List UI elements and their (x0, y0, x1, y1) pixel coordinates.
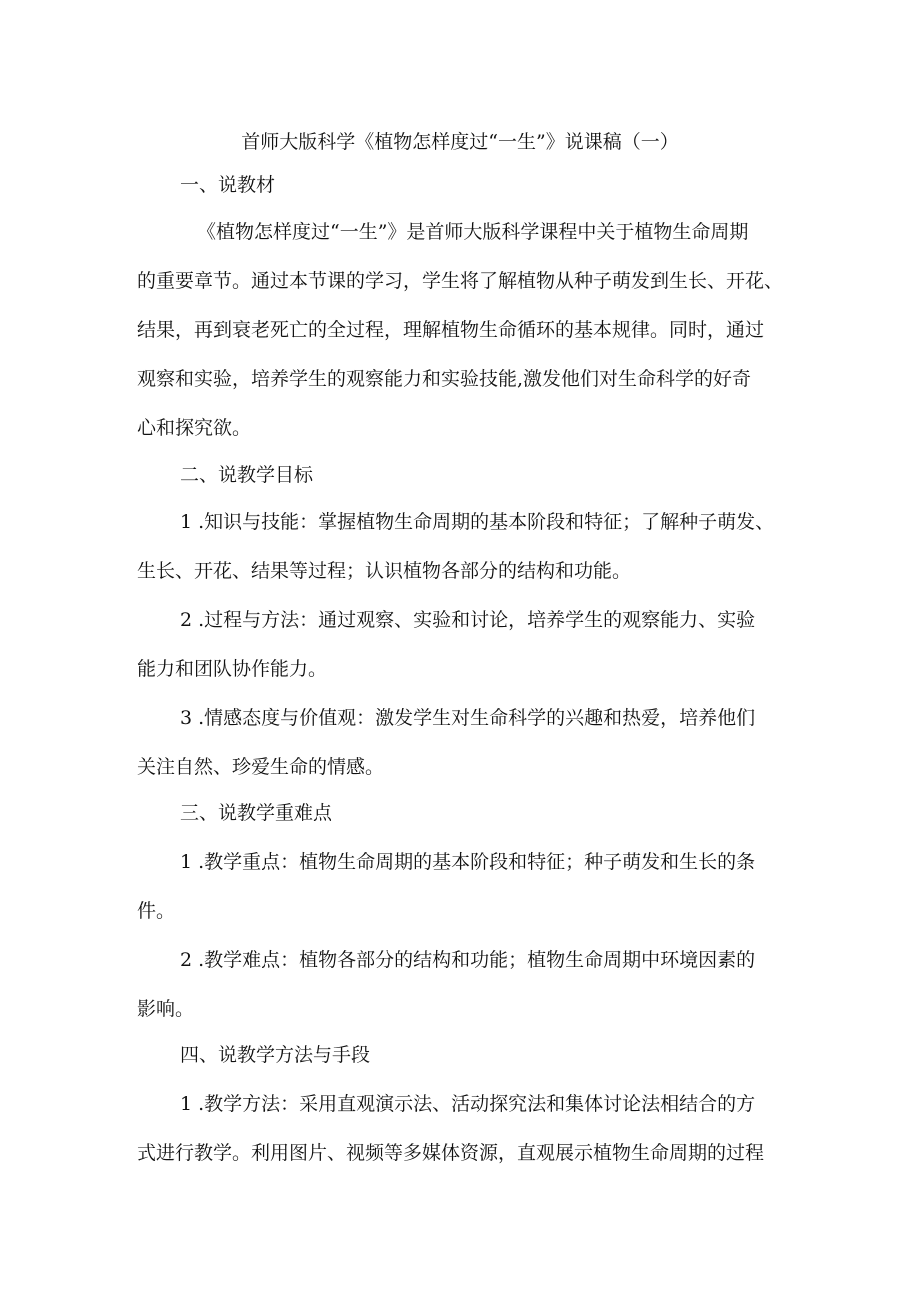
paragraph-textbook (137, 208, 792, 453)
paragraph-line: 《植物怎样度过“一生”》是首师大版科学课程中关于植物生命周期 (197, 221, 749, 243)
paragraph-line: 2 .过程与方法：通过观察、实验和讨论，培养学生的观察能力、实验 (180, 609, 756, 631)
paragraph-objective-knowledge (137, 498, 792, 596)
paragraph-line: 件。 (137, 900, 176, 922)
paragraph-difficult-point (137, 936, 792, 1034)
paragraph-line: 1 .知识与技能：掌握植物生命周期的基本阶段和特征；了解种子萌发、 (180, 511, 775, 533)
section-heading-objectives: 二、说教学目标 (180, 464, 314, 486)
paragraph-line: 1 .教学重点：植物生命周期的基本阶段和特征；种子萌发和生长的条 (180, 851, 756, 873)
paragraph-line: 3 .情感态度与价值观：激发学生对生命科学的兴趣和热爱，培养他们 (180, 707, 756, 729)
paragraph-teaching-methods (137, 1080, 792, 1178)
paragraph-line: 式进行教学。利用图片、视频等多媒体资源，直观展示植物生命周期的过程 (137, 1142, 765, 1164)
paragraph-objective-process (137, 596, 792, 694)
paragraph-line: 生长、开花、结果等过程；认识植物各部分的结构和功能。 (137, 560, 632, 582)
section-heading-methods: 四、说教学方法与手段 (180, 1044, 371, 1066)
paragraph-line: 影响。 (137, 998, 195, 1020)
paragraph-line: 能力和团队协作能力。 (137, 658, 328, 680)
paragraph-objective-attitude (137, 694, 792, 792)
section-heading-textbook: 一、说教材 (180, 174, 276, 196)
paragraph-line: 关注自然、珍爱生命的情感。 (137, 756, 385, 778)
document-title: 首师大版科学《植物怎样度过“一生”》说课稿（一） (241, 131, 679, 153)
paragraph-line: 2 .教学难点：植物各部分的结构和功能；植物生命周期中环境因素的 (180, 949, 756, 971)
paragraph-line: 心和探究欲。 (137, 417, 252, 439)
paragraph-key-point (137, 838, 792, 936)
paragraph-line: 1 .教学方法：采用直观演示法、活动探究法和集体讨论法相结合的方 (180, 1093, 756, 1115)
section-heading-key-points: 三、说教学重难点 (180, 802, 333, 824)
paragraph-line: 的重要章节。通过本节课的学习，学生将了解植物从种子萌发到生长、开花、 (137, 270, 784, 292)
paragraph-line: 观察和实验，培养学生的观察能力和实验技能,激发他们对生命科学的好奇 (137, 368, 752, 390)
paragraph-line: 结果，再到衰老死亡的全过程，理解植物生命循环的基本规律。同时，通过 (137, 319, 765, 341)
